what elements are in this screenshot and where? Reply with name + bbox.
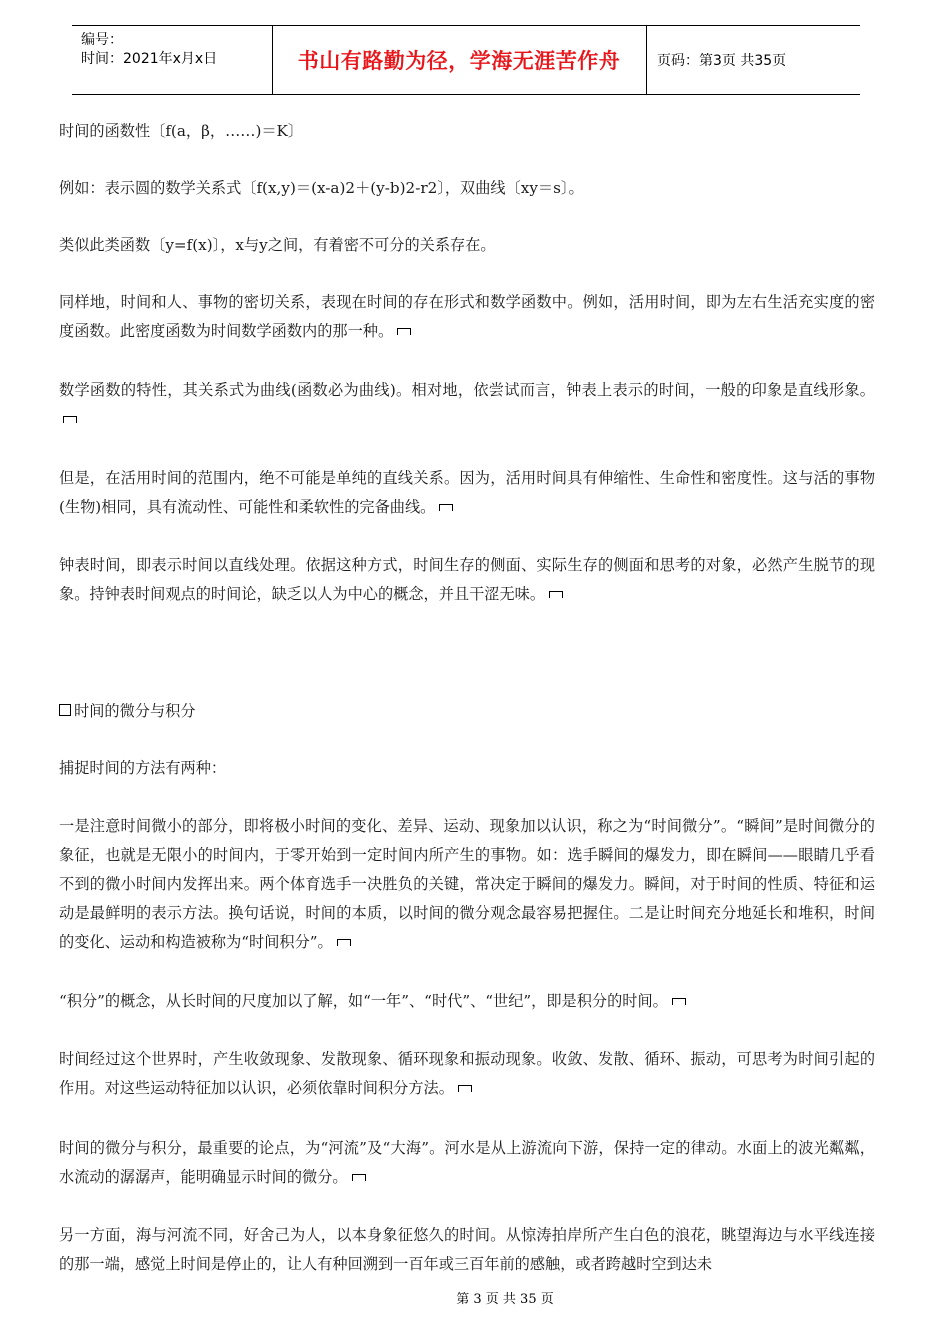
page-header	[72, 25, 860, 95]
header-middle-cell	[272, 26, 647, 94]
paragraph-end-mark-icon	[63, 416, 77, 423]
paragraph-end-mark-icon	[549, 591, 563, 598]
paragraph-end-mark-icon	[352, 1174, 366, 1181]
checkbox-square-icon	[59, 704, 71, 716]
header-motto: 书山有路勤为径，学海无涯苦作舟	[297, 49, 621, 73]
paragraph-end-mark-icon	[397, 328, 411, 335]
footer-page-number: 第 3 页 共 35 页	[456, 1292, 554, 1307]
page-footer	[0, 1288, 950, 1307]
document-time-label: 时间：2021年x月x日	[81, 51, 218, 67]
paragraph: 时间的微分与积分，最重要的论点，为“河流”及“大海”。河水是从上游流向下游，保持一定的律动。水面上的波光粼粼，水流动的潺潺声，能明确显示时间的微分。	[59, 1139, 875, 1186]
header-right-cell	[647, 26, 860, 94]
paragraph: 数学函数的特性，其关系式为曲线(函数必为曲线)。相对地，依尝试而言，钟表上表示的时间，一般的印象是直线形象。	[59, 376, 875, 434]
paragraph: 时间的函数性〔f(a，β，……)＝K〕	[59, 122, 304, 140]
paragraph: 例如：表示圆的数学关系式〔f(x,y)＝(x-a)2＋(y-b)2-r2〕，双曲线〔xy＝s〕。	[59, 179, 584, 197]
section-heading: 时间的微分与积分	[59, 697, 196, 726]
paragraph: 另一方面，海与河流不同，好舍己为人，以本身象征悠久的时间。从惊涛拍岸所产生白色的浪花，眺望海边与水平线连接的那一端，感觉上时间是停止的，让人有种回溯到一百年或三百年前的感触，或者跨越时空到达未	[59, 1226, 875, 1273]
document-number-label: 编号：	[81, 32, 123, 48]
paragraph: 钟表时间，即表示时间以直线处理。依据这种方式，时间生存的侧面、实际生存的侧面和思考的对象，必然产生脱节的现象。持钟表时间观点的时间论，缺乏以人为中心的概念，并且干涩无味。	[59, 556, 875, 603]
paragraph: 同样地，时间和人、事物的密切关系，表现在时间的存在形式和数学函数中。例如，活用时间，即为左右生活充实度的密度函数。此密度函数为时间数学函数内的那一种。	[59, 293, 875, 340]
paragraph: 但是，在活用时间的范围内，绝不可能是单纯的直线关系。因为，活用时间具有伸缩性、生命性和密度性。这与活的事物(生物)相同，具有流动性、可能性和柔软性的完备曲线。	[59, 469, 875, 516]
paragraph-end-mark-icon	[458, 1085, 472, 1092]
paragraph: “积分”的概念，从长时间的尺度加以了解，如“一年”、“时代”、“世纪”，即是积分的时间。	[59, 987, 875, 1016]
paragraph: 类似此类函数〔y=f(x)〕，x与y之间，有着密不可分的关系存在。	[59, 236, 496, 254]
header-left-cell	[72, 26, 273, 94]
paragraph-end-mark-icon	[439, 504, 453, 511]
paragraph: 时间经过这个世界时，产生收敛现象、发散现象、循环现象和振动现象。收敛、发散、循环、振动，可思考为时间引起的作用。对这些运动特征加以认识，必须依靠时间积分方法。	[59, 1050, 875, 1097]
header-page-code: 页码：第3页 共35页	[657, 53, 787, 69]
paragraph-end-mark-icon	[672, 998, 686, 1005]
paragraph: 一是注意时间微小的部分，即将极小时间的变化、差异、运动、现象加以认识，称之为“时间微分”。“瞬间”是时间微分的象征，也就是无限小的时间内，于零开始到一定时间内所产生的事物。如：选手瞬间的爆发力，即在瞬间——眼睛几乎看不到的微小时间内发挥出来。两个体育选手一决胜负的关键，常决定于瞬间的爆发力。瞬间，对于时间的性质、特征和运动是最鲜明的表示方法。换句话说，时间的本质，以时间的微分观念最容易把握住。二是让时间充分地延长和堆积，时间的变化、运动和构造被称为“时间积分”。	[59, 817, 875, 951]
paragraph: 捕捉时间的方法有两种：	[59, 759, 227, 777]
paragraph-end-mark-icon	[337, 939, 351, 946]
